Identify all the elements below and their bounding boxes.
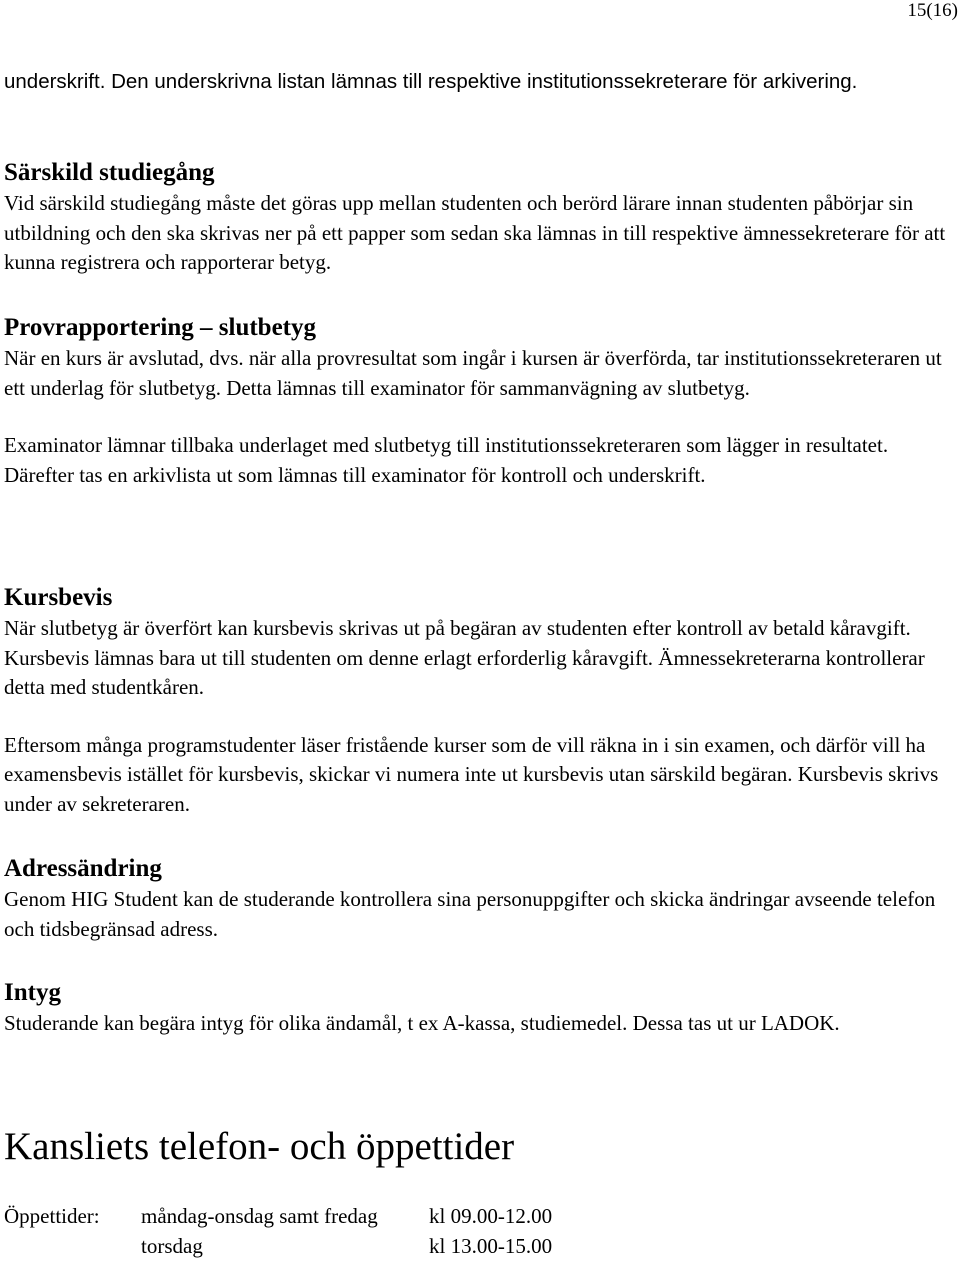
opening-days: torsdag <box>141 1232 203 1261</box>
adressandring-section <box>4 854 956 944</box>
opening-time: kl 13.00-15.00 <box>429 1232 552 1261</box>
sarskild-heading: Särskild studiegång <box>4 158 956 188</box>
adressandring-paragraph: Genom HIG Student kan de studerande kontrollera sina personuppgifter och skicka ändringar avseende telefon och tidsbegränsad adress. <box>4 885 956 944</box>
intyg-section <box>4 978 956 1039</box>
kansli-heading: Kansliets telefon- och öppettider <box>4 1125 956 1169</box>
sarskild-paragraph: Vid särskild studiegång måste det göras upp mellan studenten och berörd lärare innan studenten påbörjar sin utbildning och den ska skrivas ner på ett papper som sedan ska lämnas in till respektive ämnessekreterare för att kunna registrera och rapporterar betyg. <box>4 189 956 278</box>
kansli-section <box>4 1125 956 1169</box>
page-number: 15(16) <box>907 0 958 22</box>
kursbevis-paragraph-2: Eftersom många programstudenter läser fristående kurser som de vill räkna in i sin examen, och därför vill ha examensbevis istället för kursbevis, skickar vi numera inte ut kursbevis utan särskild begäran. Kursbevis skrivs under av sekreteraren. <box>4 731 956 820</box>
provrapportering-section <box>4 313 956 490</box>
intyg-paragraph: Studerande kan begära intyg för olika ändamål, t ex A-kassa, studiemedel. Dessa tas ut ur LADOK. <box>4 1009 956 1039</box>
opening-hours-label: Öppettider: <box>4 1202 100 1232</box>
adressandring-heading: Adressändring <box>4 854 956 884</box>
sarskild-section <box>4 158 956 278</box>
provrapportering-heading: Provrapportering – slutbetyg <box>4 313 956 343</box>
provrapportering-paragraph-2: Examinator lämnar tillbaka underlaget med slutbetyg till institutionssekreteraren som lägger in resultatet. Därefter tas en arkivlista ut som lämnas till examinator för kontroll och underskrift. <box>4 431 956 490</box>
intro-section <box>4 67 956 97</box>
opening-time: kl 09.00-12.00 <box>429 1202 552 1232</box>
provrapportering-paragraph-1: När en kurs är avslutad, dvs. när alla provresultat som ingår i kursen är överförda, tar institutionssekreteraren ut ett underlag för slutbetyg. Detta lämnas till examinator för sammanvägning av slutbetyg. <box>4 344 956 403</box>
kursbevis-section <box>4 583 956 819</box>
kursbevis-heading: Kursbevis <box>4 583 956 613</box>
intyg-heading: Intyg <box>4 978 956 1008</box>
intro-paragraph: underskrift. Den underskrivna listan lämnas till respektive institutionssekreterare för arkivering. <box>4 67 956 97</box>
kursbevis-paragraph-1: När slutbetyg är överfört kan kursbevis skrivas ut på begäran av studenten efter kontroll av betald kåravgift. Kursbevis lämnas bara ut till studenten om denne erlagt erforderlig kåravgift. Ämnessekreterarna kontrollerar detta med studentkåren. <box>4 614 956 703</box>
opening-days: måndag-onsdag samt fredag <box>141 1202 378 1232</box>
